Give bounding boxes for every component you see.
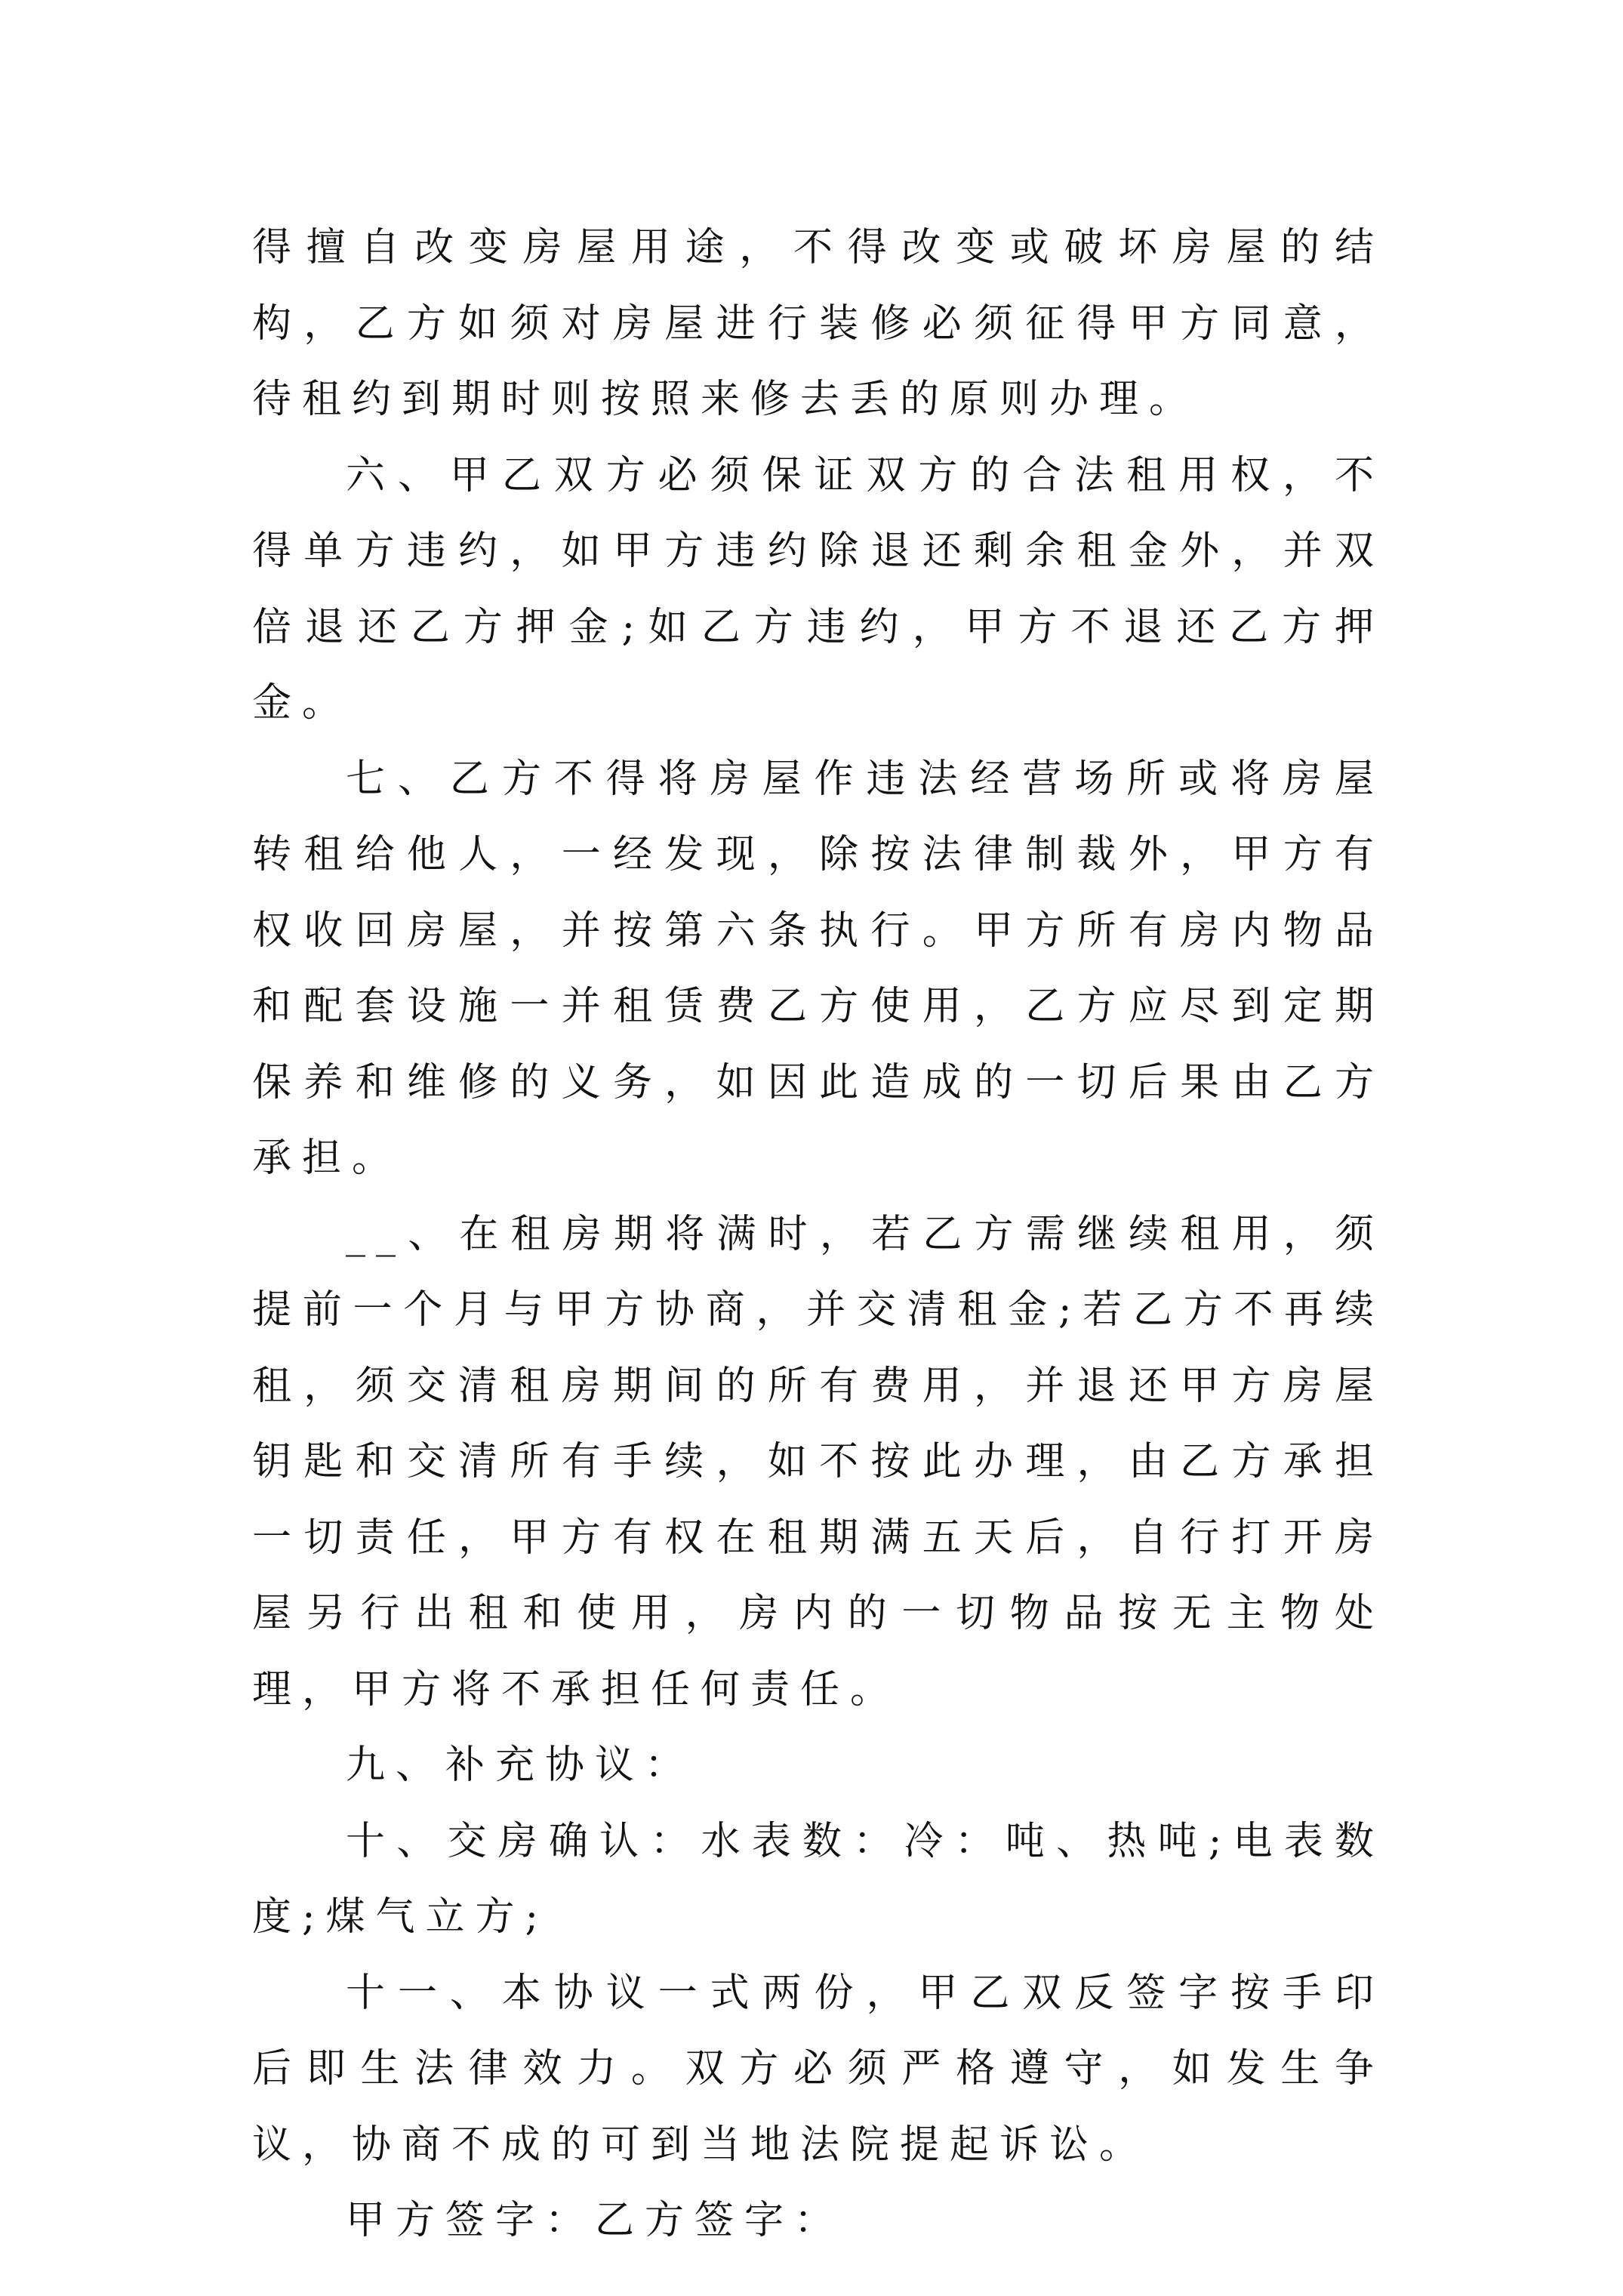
- document-body: [252, 210, 1384, 2259]
- paragraph-clause-6: 六、甲乙双方必须保证双方的合法租用权，不得单方违约，如甲方违约除退还剩余租金外，并双倍退还乙方押金;如乙方违约，甲方不退还乙方押金。: [252, 452, 1384, 726]
- signature-line: 甲方签字：乙方签字：: [346, 2198, 845, 2243]
- paragraph-clause-7: 七、乙方不得将房屋作违法经营场所或将房屋转租给他人，一经发现，除按法律制裁外，甲方有权收回房屋，并按第六条执行。甲方所有房内物品和配套设施一并租赁费乙方使用，乙方应尽到定期保养和维修的义务，如因此造成的一切后果由乙方承担。: [252, 756, 1384, 1181]
- paragraph-clause-8: __、在租房期将满时，若乙方需继续租用，须提前一个月与甲方协商，并交清租金;若乙方不再续租，须交清租房期间的所有费用，并退还甲方房屋钥匙和交清所有手续，如不按此办理，由乙方承担一切责任，甲方有权在租期满五天后，自行打开房屋另行出租和使用，房内的一切物品按无主物处理，甲方将不承担任何责任。: [252, 1211, 1384, 1712]
- paragraph-clause-10: 十、交房确认：水表数：冷：吨、热吨;电表数度;煤气立方;: [252, 1818, 1384, 1940]
- paragraph-clause-9: 九、补充协议：: [346, 1743, 695, 1788]
- paragraph-clause-11: 十一、本协议一式两份，甲乙双反签字按手印后即生法律效力。双方必须严格遵守，如发生争议，协商不成的可到当地法院提起诉讼。: [252, 1970, 1384, 2168]
- paragraph-continuation: 得擅自改变房屋用途，不得改变或破坏房屋的结构，乙方如须对房屋进行装修必须征得甲方同意，待租约到期时则按照来修去丢的原则办理。: [252, 225, 1384, 422]
